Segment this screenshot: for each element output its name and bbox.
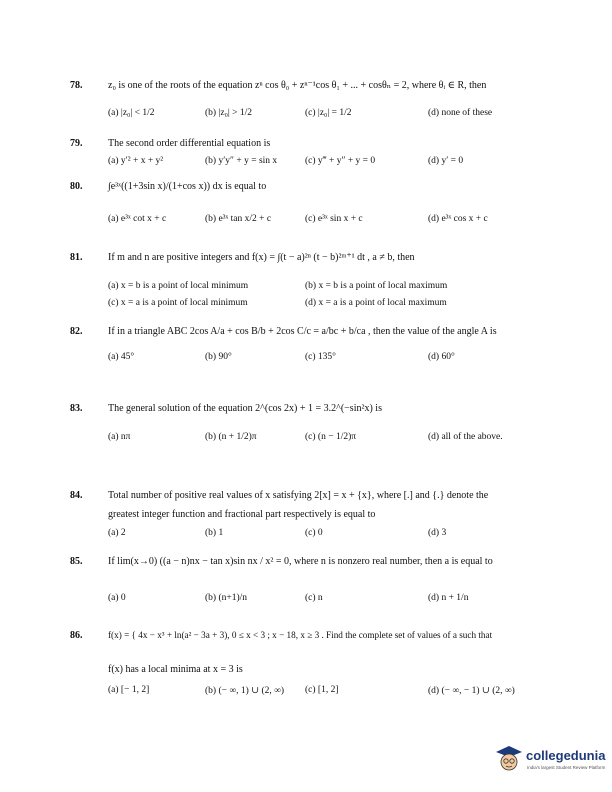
option-d: (d) n + 1/n [428, 593, 469, 603]
option-d: (d) y′ = 0 [428, 156, 464, 166]
option-a: (a) |z₀| < 1/2 [108, 108, 155, 118]
option-a: (a) e³ˣ cot x + c [108, 214, 167, 224]
option-a: (a) y′² + x + y² [108, 156, 164, 166]
question-text-continued: greatest integer function and fractional part respectively is equal to [108, 509, 376, 520]
option-b: (b) (n + 1/2)π [205, 432, 257, 442]
student-mascot-icon [494, 744, 524, 774]
option-b: (b) 90° [205, 352, 232, 362]
question-number: 78. [70, 80, 83, 91]
question-text: The general solution of the equation 2^(cos 2x) + 1 = 3.2^(−sin²x) is [108, 403, 382, 414]
option-d: (d) (− ∞, − 1) ∪ (2, ∞) [428, 686, 515, 696]
option-b: (b) 1 [205, 528, 224, 538]
option-c: (c) n [305, 593, 323, 603]
option-c: (c) 0 [305, 528, 323, 538]
option-b: (b) x = b is a point of local maximum [305, 281, 448, 291]
option-a: (a) x = b is a point of local minimum [108, 281, 249, 291]
option-a: (a) nπ [108, 432, 131, 442]
option-a: (a) [− 1, 2] [108, 685, 150, 695]
option-a: (a) 0 [108, 593, 126, 603]
question-text: ∫e³ˣ((1+3sin x)/(1+cos x)) dx is equal to [108, 181, 267, 192]
question-number: 85. [70, 556, 83, 567]
question-number: 84. [70, 490, 83, 501]
option-c: (c) x = a is a point of local minimum [108, 298, 248, 308]
logo-tagline: India's largest Student Review Platform [527, 765, 606, 770]
question-number: 82. [70, 326, 83, 337]
question-text: z₀ is one of the roots of the equation zⁿ cos θ₀ + zⁿ⁻¹cos θ₁ + ... + cosθₙ = 2, where θᵢ ∈ R, then [108, 80, 487, 91]
option-b: (b) e³ˣ tan x/2 + c [205, 214, 272, 224]
option-b: (b) (− ∞, 1) ∪ (2, ∞) [205, 686, 285, 696]
option-c: (c) y‴ + y″ + y = 0 [305, 156, 376, 166]
collegedunia-logo [494, 744, 606, 782]
option-d: (d) 60° [428, 352, 455, 362]
option-d: (d) x = a is a point of local maximum [305, 298, 447, 308]
option-c: (c) e³ˣ sin x + c [305, 214, 363, 224]
option-b: (b) |z₀| > 1/2 [205, 108, 253, 118]
option-c: (c) |z₀| = 1/2 [305, 108, 352, 118]
question-number: 79. [70, 138, 83, 149]
question-number: 83. [70, 403, 83, 414]
option-b: (b) y′y″ + y = sin x [205, 156, 278, 166]
question-number: 81. [70, 252, 83, 263]
option-d: (d) 3 [428, 528, 447, 538]
option-b: (b) (n+1)/n [205, 593, 248, 603]
question-text: If lim(x→0) ((a − n)nx − tan x)sin nx / x² = 0, where n is nonzero real number, then a is equal to [108, 556, 493, 567]
question-text-continued: f(x) has a local minima at x = 3 is [108, 664, 243, 675]
option-a: (a) 45° [108, 352, 135, 362]
question-text: Total number of positive real values of x satisfying 2[x] = x + {x}, where [.] and {.} denote the [108, 490, 489, 501]
question-text: If m and n are positive integers and f(x) = ∫(t − a)²ⁿ (t − b)²ᵐ⁺¹ dt , a ≠ b, then [108, 252, 415, 263]
question-number: 86. [70, 630, 83, 641]
logo-name: collegedunia [526, 748, 606, 763]
option-c: (c) (n − 1/2)π [305, 432, 357, 442]
question-number: 80. [70, 181, 83, 192]
option-a: (a) 2 [108, 528, 126, 538]
question-text: The second order differential equation is [108, 138, 271, 149]
option-c: (c) [1, 2] [305, 685, 339, 695]
question-text: If in a triangle ABC 2cos A/a + cos B/b + 2cos C/c = a/bc + b/ca , then the value of the angle A is [108, 326, 497, 337]
option-c: (c) 135° [305, 352, 336, 362]
option-d: (d) all of the above. [428, 432, 503, 442]
question-text: f(x) = { 4x − x³ + ln(a² − 3a + 3), 0 ≤ x < 3 ; x − 18, x ≥ 3 . Find the complete set of values of a such that [108, 630, 493, 640]
option-d: (d) none of these [428, 108, 493, 118]
option-d: (d) e³ˣ cos x + c [428, 214, 488, 224]
